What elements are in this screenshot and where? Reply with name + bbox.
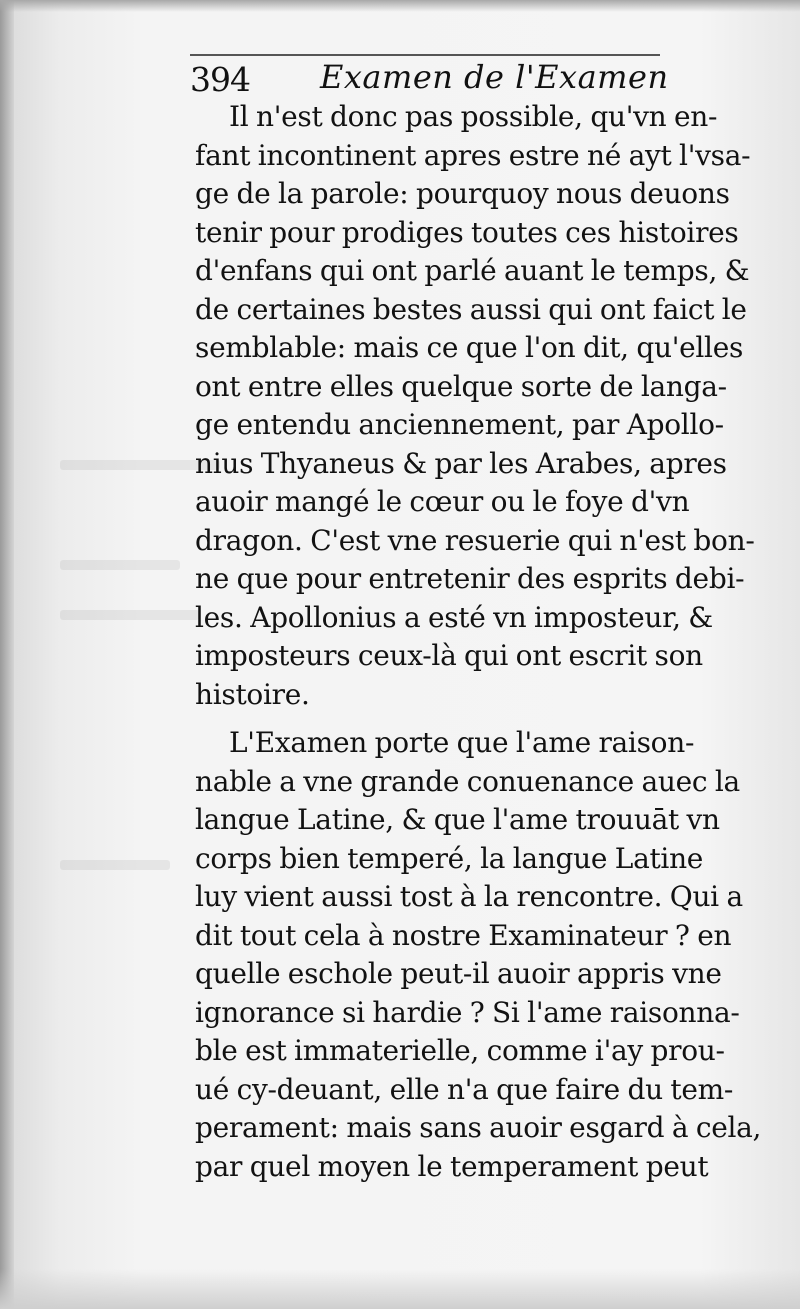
page-number: 394 — [190, 60, 250, 99]
text-line: dit tout cela à nostre Examinateur ? en — [195, 918, 732, 952]
bottom-edge-shadow — [0, 1269, 800, 1309]
text-line: nius Thyaneus & par les Arabes, apres — [195, 446, 727, 480]
text-line: perament: mais sans auoir esgard à cela, — [195, 1111, 762, 1144]
text-line: dragon. C'est vne resuerie qui n'est bon- — [195, 523, 755, 557]
bleed-through-mark — [60, 560, 180, 570]
text-line: histoire. — [195, 677, 310, 711]
text-line: ge entendu anciennement, par Apollo- — [195, 408, 724, 441]
text-line: langue Latine, & que l'ame trouuāt vn — [195, 803, 720, 836]
paragraph-gap — [195, 714, 780, 724]
text-line: les. Apollonius a esté vn imposteur, & — [195, 600, 713, 634]
text-line: nable a vne grande conuenance auec la — [195, 764, 740, 798]
text-line: semblable: mais ce que l'on dit, qu'elles — [195, 331, 744, 364]
text-line: de certaines bestes aussi qui ont faict le — [195, 292, 747, 326]
text-line: ué cy-deuant, elle n'a que faire du tem- — [195, 1072, 734, 1106]
binding-shadow — [0, 0, 14, 1309]
text-line: fant incontinent apres estre né ayt l'vsa- — [195, 138, 751, 172]
paragraph — [195, 98, 780, 714]
text-line: ont entre elles quelque sorte de langa- — [195, 369, 727, 403]
text-line: quelle eschole peut-il auoir appris vne — [195, 957, 722, 990]
text-line: tenir pour prodiges toutes ces histoires — [195, 215, 739, 249]
text-line: ble est immaterielle, comme i'ay prou- — [195, 1034, 725, 1067]
top-edge-shadow — [0, 0, 800, 12]
body-text — [195, 98, 780, 1186]
text-line: imposteurs ceux-là qui ont escrit son — [195, 639, 703, 672]
text-line: Il n'est donc pas possible, qu'vn en- — [229, 100, 718, 133]
header-rule — [190, 54, 660, 56]
text-line: L'Examen porte que l'ame raison- — [229, 726, 695, 759]
paragraph — [195, 724, 780, 1186]
text-line: ge de la parole: pourquoy nous deuons — [195, 177, 730, 210]
text-line: d'enfans qui ont parlé auant le temps, & — [195, 254, 750, 287]
text-line: ignorance si hardie ? Si l'ame raisonna- — [195, 995, 740, 1029]
page-header — [190, 50, 670, 98]
bleed-through-mark — [60, 860, 170, 870]
text-line: corps bien temperé, la langue Latine — [195, 841, 704, 875]
running-head: Examen de l'Examen — [320, 58, 669, 96]
bleed-through-mark — [60, 610, 200, 620]
text-line: ne que pour entretenir des esprits debi- — [195, 562, 745, 595]
text-line: auoir mangé le cœur ou le foye d'vn — [195, 485, 690, 518]
text-line: luy vient aussi tost à la rencontre. Qui a — [195, 880, 743, 913]
text-line: par quel moyen le temperament peut — [195, 1149, 709, 1183]
